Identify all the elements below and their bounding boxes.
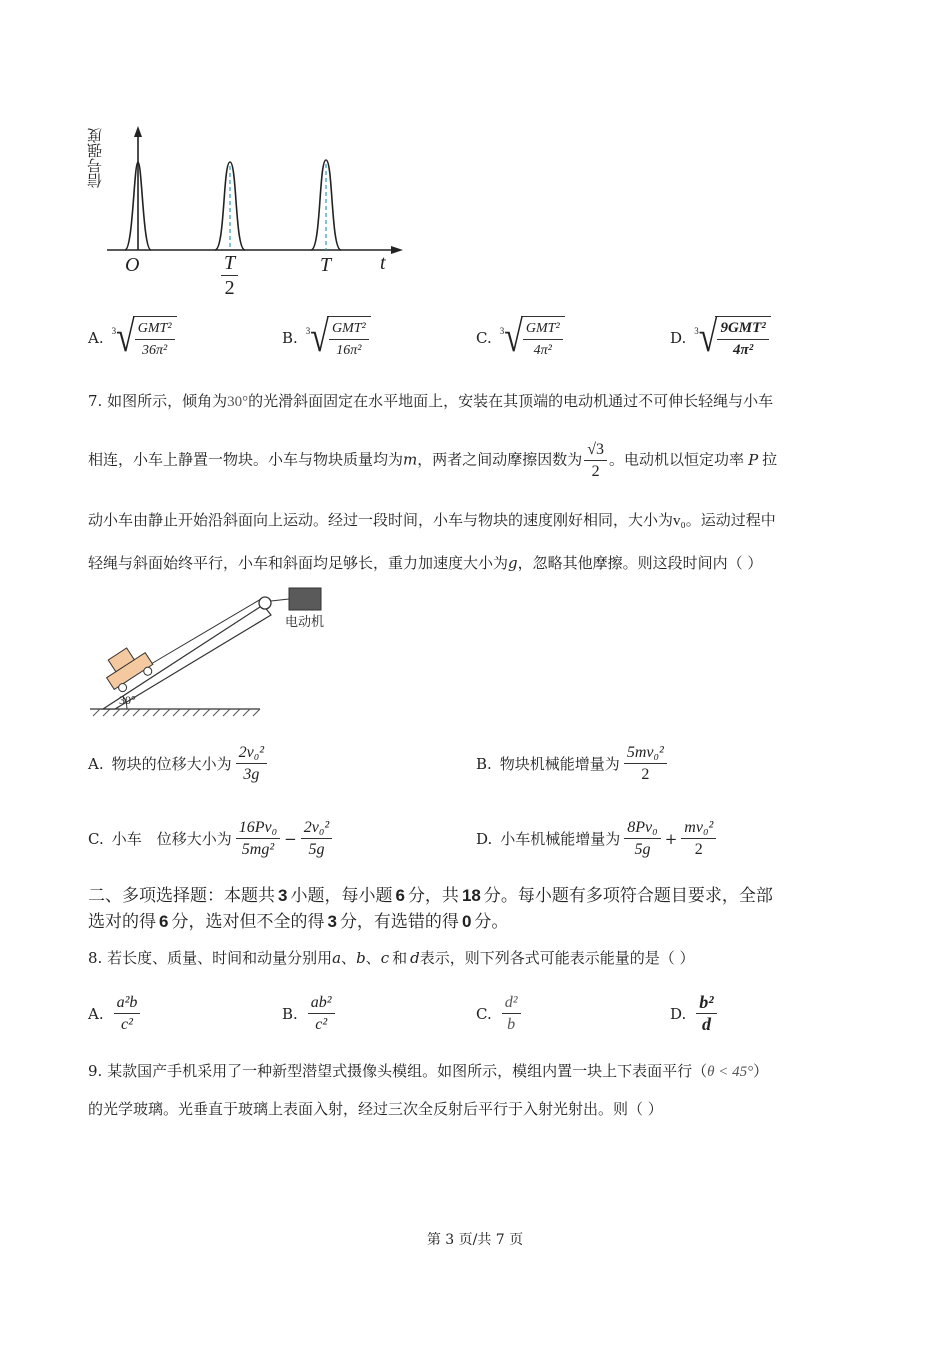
fraction-numerator: GMT² (329, 319, 369, 340)
text: 二、多项选择题：本题共 (88, 886, 275, 906)
option-letter: D. (670, 1004, 687, 1023)
signal-chart (95, 110, 415, 300)
fraction-denominator: 16π² (336, 343, 362, 358)
text: ，两者之间动摩擦因数为 (417, 450, 583, 469)
option-fraction (308, 993, 335, 1034)
fraction-numerator: mv₀² (681, 818, 716, 839)
text: 和 (392, 949, 408, 967)
option-text: 物块的位移大小为 (111, 755, 232, 773)
option-fraction (236, 743, 267, 784)
page-footer: 第 3 页/共 7 页 (426, 1232, 524, 1248)
text: 8. 若长度、质量、时间和动量分别用 (88, 949, 333, 967)
section-2-line-2 (88, 909, 868, 935)
option-letter: A. (88, 754, 104, 773)
fraction-numerator: √3 (584, 440, 607, 461)
text: 轻绳与斜面始终平行，小车和斜面均足够长，重力加速度大小为 (88, 554, 509, 572)
q8-option-d[interactable] (670, 993, 719, 1034)
text: 的光学玻璃。光垂直于玻璃上表面入射，经过三次全反射后平行于入射光射出。则（ ） (88, 1100, 663, 1118)
fraction-numerator: ab² (308, 993, 335, 1014)
text: ，忽略其他摩擦。则这段时间内（ ） (517, 554, 763, 572)
cube-root: 3 √ $\frac{\text{9GMT²}}{\text{4π²}}$ (694, 316, 771, 360)
x-axis-arrow (391, 246, 403, 254)
option-fraction (696, 993, 716, 1034)
signal-figure (86, 110, 415, 300)
section-2-heading (88, 883, 868, 935)
option-fraction (502, 993, 521, 1034)
text: 拉 (762, 450, 778, 469)
cube-root: 3 √ $\frac{\text{GMT²}}{\text{4π²}}$ (500, 316, 565, 360)
text: 小题，每小题 (290, 886, 393, 906)
option-letter: D. (670, 329, 687, 347)
option-text: 小车 位移大小为 (111, 830, 232, 848)
number: 3 (327, 912, 337, 931)
fraction-denominator: 4π² (533, 343, 552, 358)
cube-root: 3 √ $\frac{\text{GMT²}}{\text{16π²}}$ (306, 316, 371, 360)
fraction-numerator: 9GMT² (717, 319, 768, 340)
fraction-denominator: 2 (694, 841, 703, 858)
var-m: m (403, 450, 418, 469)
q7-line-3 (88, 510, 776, 531)
q7-option-c[interactable] (88, 818, 334, 859)
fraction-numerator: 8Pv₀ (624, 818, 660, 839)
var-b: b (356, 949, 366, 967)
option-letter: A. (88, 1004, 104, 1023)
incline-figure (85, 585, 335, 725)
q8-option-c[interactable] (476, 993, 523, 1034)
rope-to-motor (271, 599, 289, 601)
half-period-den: 2 (224, 277, 235, 299)
text: 、 (341, 949, 357, 967)
x-axis-label: t (380, 252, 386, 274)
q7-line-1 (88, 391, 773, 412)
number: 18 (461, 886, 481, 905)
text: 动小车由静止开始沿斜面向上运动。经过一段时间，小车与物块的速度刚好相同，大小为 (88, 511, 674, 529)
var-d: d (410, 949, 420, 967)
option-text: 小车机械能增量为 (500, 830, 621, 848)
text: 分。 (474, 912, 509, 932)
text: 分，共 (407, 886, 459, 906)
option-letter: A. (88, 329, 104, 347)
fraction-denominator: 2 (641, 766, 650, 783)
q8-stem (88, 948, 695, 968)
fraction-denominator: d (701, 1014, 711, 1034)
option-fraction-1 (624, 818, 660, 859)
mu-fraction (584, 440, 607, 481)
section-2-line-1 (88, 883, 868, 909)
text: 的光滑斜面固定在水平地面上，安装在其顶端的电动机通过不可伸长轻绳与小车 (248, 392, 774, 410)
fraction-denominator: 5mg² (241, 841, 275, 858)
fraction-numerator: 2v₀² (301, 818, 332, 839)
fraction-numerator: d² (502, 993, 521, 1014)
option-letter: D. (476, 829, 493, 848)
angle-value: 30° (227, 394, 249, 410)
var-c: c (380, 949, 390, 967)
fraction-denominator: 2 (591, 463, 600, 480)
origin-label: O (125, 254, 140, 276)
q7-option-a[interactable] (88, 743, 269, 784)
half-period-label (219, 252, 240, 299)
option-letter: C. (476, 1004, 492, 1023)
option-letter: C. (88, 829, 104, 848)
text: 、 (365, 949, 381, 967)
text: 表示，则下列各式可能表示能量的是（ ） (419, 949, 695, 967)
text: 9. 某款国产手机采用了一种新型潜望式摄像头模组。如图所示，模组内置一块上下表面平行（ (88, 1062, 708, 1080)
q6-option-a[interactable] (88, 313, 177, 362)
fraction-numerator: 2v₀² (236, 743, 267, 764)
text: 7. 如图所示，倾角为 (88, 392, 228, 410)
fraction-denominator: c² (315, 1016, 328, 1033)
fraction-denominator: 5g (308, 841, 325, 858)
q6-option-c[interactable] (476, 313, 565, 362)
text: ） (753, 1062, 769, 1080)
q6-option-b[interactable] (282, 313, 371, 362)
var-g: g (508, 554, 518, 572)
fraction-denominator: b (507, 1016, 516, 1033)
var-a: a (332, 949, 342, 967)
text: 。运动过程中 (685, 511, 776, 529)
text: 分，选对但不全的得 (171, 912, 325, 932)
text: 选对的得 (88, 912, 156, 932)
y-axis-label: 信号强度 (86, 128, 104, 188)
q8-option-a[interactable] (88, 993, 142, 1034)
text: 。电动机以恒定功率 (609, 450, 745, 469)
condition: θ < 45° (707, 1064, 754, 1080)
q9-line-2 (88, 1099, 663, 1119)
fraction-numerator: GMT² (135, 319, 175, 340)
half-period-num: T (221, 252, 238, 276)
fraction-denominator: 5g (634, 841, 651, 858)
fraction-denominator: 36π² (142, 343, 168, 358)
fraction-numerator: a²b (114, 993, 141, 1014)
fraction-numerator: 16Pv₀ (236, 818, 280, 839)
operator: + (664, 829, 678, 848)
option-fraction-2 (681, 818, 716, 859)
option-fraction (114, 993, 141, 1034)
q6-option-d[interactable] (670, 313, 771, 362)
q7-line-2 (88, 440, 777, 481)
ground-hatching (93, 709, 260, 716)
option-letter: C. (476, 329, 492, 347)
number: 3 (278, 886, 288, 905)
option-letter: B. (282, 329, 298, 347)
option-fraction-2 (301, 818, 332, 859)
option-text: 物块机械能增量为 (499, 755, 620, 773)
operator: − (284, 829, 297, 848)
number: 6 (159, 912, 169, 931)
fraction-denominator: c² (121, 1016, 133, 1033)
q8-option-b[interactable] (282, 993, 337, 1034)
option-letter: B. (476, 754, 492, 773)
number: 0 (461, 912, 472, 931)
fraction-denominator: 3g (243, 766, 260, 783)
fraction-numerator: GMT² (523, 319, 563, 340)
fraction-denominator: 4π² (733, 342, 754, 358)
fraction-numerator: 5mv₀² (624, 743, 667, 764)
motor (289, 588, 321, 610)
motor-label: 电动机 (285, 615, 325, 630)
option-fraction (624, 743, 667, 784)
q7-line-4 (88, 553, 762, 573)
q7-option-d[interactable] (476, 818, 718, 859)
period-label: T (320, 254, 332, 276)
option-fraction-1 (236, 818, 280, 859)
y-axis-arrow (134, 126, 142, 137)
var-p: P (748, 450, 759, 469)
var-v0: v₀ (673, 513, 686, 529)
fraction-numerator: b² (696, 993, 716, 1014)
text: 分。每小题有多项符合题目要求，全部 (483, 886, 773, 906)
option-letter: B. (282, 1004, 298, 1023)
cube-root: 3 √ $\frac{\text{GMT²}}{\text{36π²}}$ (112, 316, 177, 360)
q9-line-1 (88, 1061, 768, 1082)
text: 分，有选错的得 (339, 912, 459, 932)
number: 6 (395, 886, 405, 905)
angle-label: 30° (119, 693, 136, 707)
text: 相连，小车上静置一物块。小车与物块质量均为 (88, 450, 404, 469)
q7-option-b[interactable] (476, 743, 669, 784)
